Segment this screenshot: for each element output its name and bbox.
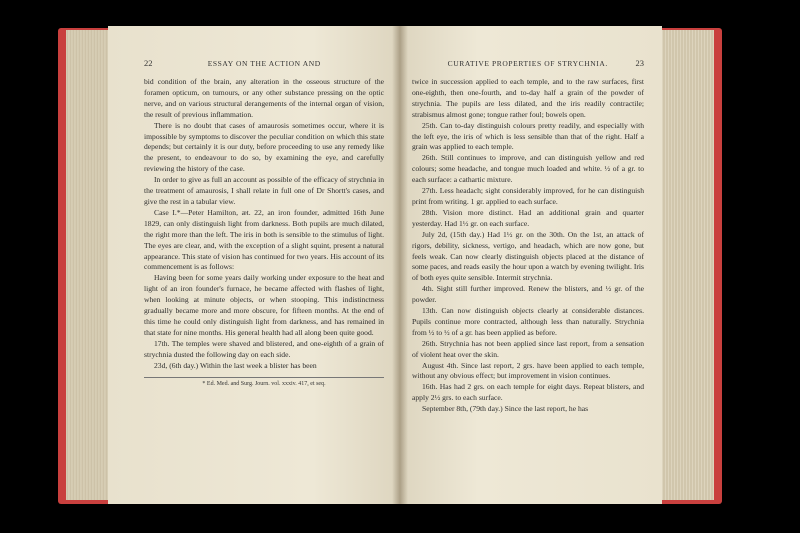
- footnote: * Ed. Med. and Surg. Journ. vol. xxxiv. 417, et seq.: [144, 377, 384, 387]
- paragraph: September 8th, (79th day.) Since the last report, he has: [422, 404, 589, 414]
- page-edges-right: [662, 30, 714, 500]
- right-page: [400, 26, 662, 504]
- paragraph: There is no doubt that cases of amaurosis sometimes occur, where it is impossible by symptoms to discover the peculiar condition on which this state depends; but certainly it is our duty, before proceeding to use any remedy like the present, to endeavour to do so, by examining the eye, and carefully reviewing the history of the case.: [144, 120, 384, 174]
- paragraph: 13th. Can now distinguish objects clearly at considerable distances. Pupils continue more contracted, although less than naturally. Strychnia from ½ to ½ of a gr. has been applied as before.: [412, 306, 644, 337]
- paragraph: 26th. Still continues to improve, and can distinguish yellow and red colours; some headache, and tongue much loaded and white. ½ of a gr. to each surface: a cathartic mixture.: [412, 153, 644, 185]
- right-page-header: [412, 58, 644, 68]
- left-page-header: [144, 58, 384, 68]
- paragraph: August 4th. Since last report, 2 grs. have been applied to each temple, without any obvious effect; but improvement in vision continues.: [412, 360, 644, 381]
- right-page-number: 23: [635, 58, 644, 68]
- paragraph: 25th. Can to-day distinguish colours pretty readily, and especially with the left eye, the iris of which is less sensible than that of the right. Half a grain was applied to each temple.: [412, 120, 644, 152]
- right-page-body: [412, 77, 644, 415]
- paragraph: 27th. Less headach; sight considerably improved, for he can distinguish print from writing. 1 gr. applied to each surface.: [412, 186, 644, 206]
- paragraph: 17th. The temples were shaved and blistered, and one-eighth of a grain of strychnia dusted the following day on each side.: [144, 338, 384, 359]
- paragraph: bid condition of the brain, any alteration in the osseous structure of the foramen opticum, on tumours, or any other substance pressing on the optic nerve, and on various structural derangements of the internal organ of vision, the result of previous inflammation.: [144, 77, 384, 119]
- book-gutter: [392, 26, 408, 504]
- paragraph: Having been for some years daily working under exposure to the heat and light of an iron founder's furnace, he became affected with flashes of light, when looking at minute objects, or when stooping. This indistinctness gradually became more and more obscure, for fifteen months. At the end of this time he could only distinguish light from darkness, and has remained in that state for nine months. His general health had all along been quite good.: [144, 273, 384, 337]
- paragraph: 28th. Vision more distinct. Had an additional grain and quarter yesterday. Had 1½ gr. on each surface.: [412, 207, 644, 228]
- paragraph: 16th. Has had 2 grs. on each temple for eight days. Repeat blisters, and apply 2½ grs. to each surface.: [412, 382, 644, 403]
- paragraph: twice in succession applied to each temple, and to the raw surfaces, first one-eighth, then one-fourth, and to-day half a grain of the powder of strychnia. The pupils are less dilated, and the iris readily contractile; strabismus almost gone; tongue rather foul; bowels open.: [412, 77, 644, 119]
- paragraph: July 2d, (15th day.) Had 1½ gr. on the 30th. On the 1st, an attack of rigors, debility, sickness, vertigo, and headach, which are now gone, but feels weak. Can now clearly distinguish objects placed at the distance of some paces, and reads easily the hour upon a watch by evening twilight. Iris of both eyes quite sensible. Intermit strychnia.: [412, 229, 644, 283]
- left-running-head: ESSAY ON THE ACTION AND: [207, 59, 321, 68]
- left-page: [108, 26, 400, 504]
- paragraph: 23d, (6th day.) Within the last week a blister has been: [154, 360, 317, 370]
- paragraph: 4th. Sight still further improved. Renew the blisters, and ½ gr. of the powder.: [412, 284, 644, 305]
- open-book: [58, 24, 722, 506]
- right-running-head: CURATIVE PROPERTIES OF STRYCHNIA.: [447, 59, 608, 68]
- paragraph: 26th. Strychnia has not been applied since last report, from a sensation of violent heat over the skin.: [412, 338, 644, 359]
- paragraph: In order to give as full an account as possible of the efficacy of strychnia in the treatment of amaurosis, I shall relate in full one of Dr Shortt's cases, and give the rest in a tabular view.: [144, 175, 384, 206]
- paragraph: Case I.*—Peter Hamilton, æt. 22, an iron founder, admitted 16th June 1829, can only distinguish light from darkness. Both pupils are much dilated, the right more than the left. The iris in both is sensible to the stimulus of light. The eyes are clear, and, with the exception of a slight squint, present a natural appearance. This state of vision has continued for two years. His account of its commencement is as follows:: [144, 207, 384, 272]
- left-page-number: 22: [144, 58, 153, 68]
- left-page-body: [144, 77, 384, 371]
